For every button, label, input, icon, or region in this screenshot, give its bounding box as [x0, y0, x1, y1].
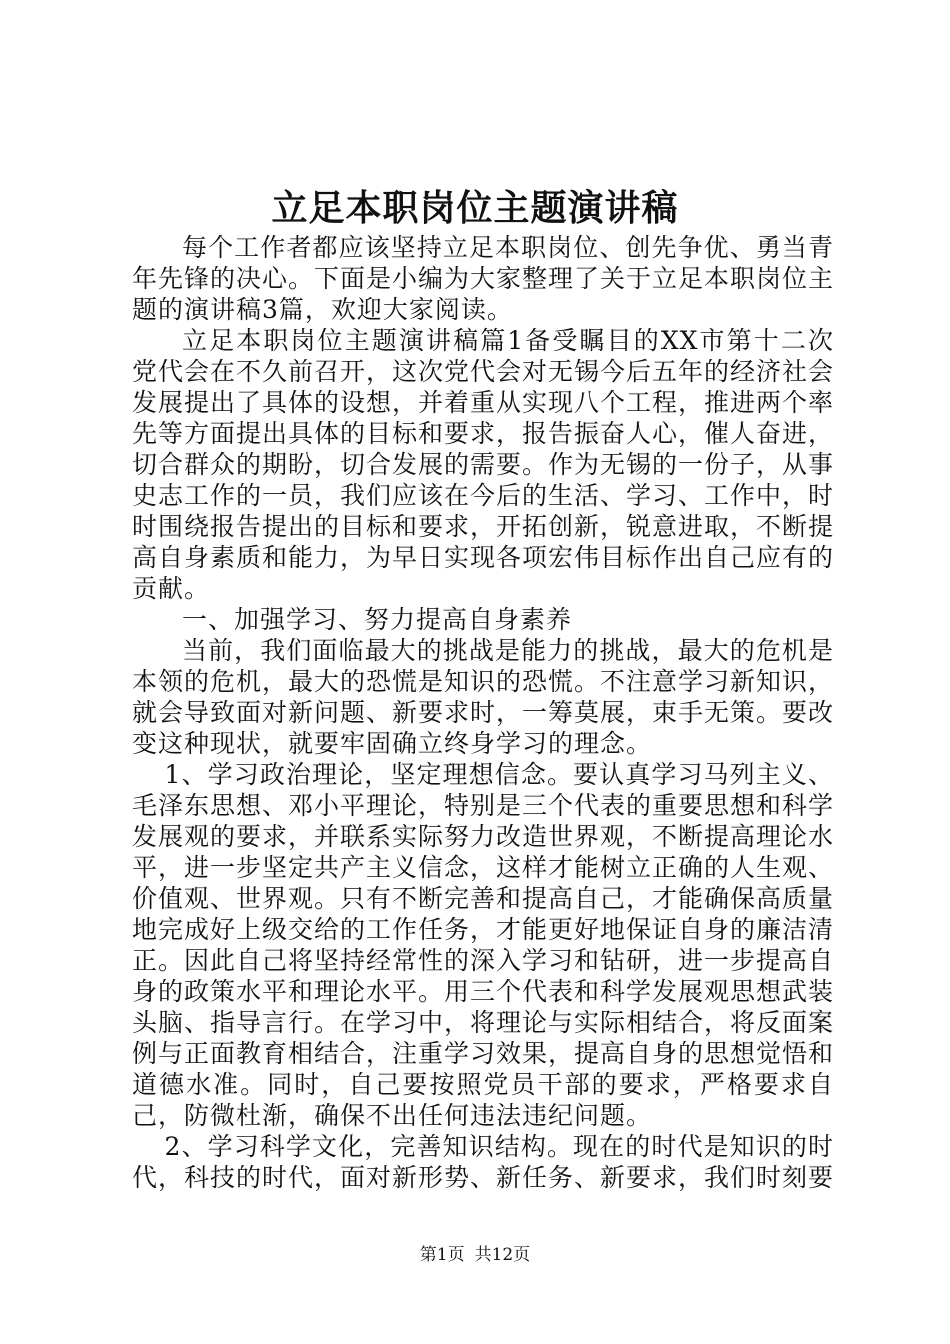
document-body [132, 232, 834, 1193]
paragraph-political-theory: 1、学习政治理论，坚定理想信念。要认真学习马列主义、毛泽东思想、邓小平理论，特别是三个代表的重要思想和科学发展观的要求，并联系实际努力改造世界观，不断提高理论水平，进一步坚定共产主义信念，这样才能树立正确的人生观、价值观、世界观。只有不断完善和提高自己，才能确保高质量地完成好上级交给的工作任务，才能更好地保证自身的廉洁清正。因此自己将坚持经常性的深入学习和钻研，进一步提高自身的政策水平和理论水平。用三个代表和科学发展观思想武装头脑、指导言行。在学习中，将理论与实际相结合，将反面案例与正面教育相结合，注重学习效果，提高自身的思想觉悟和道德水准。同时，自己要按照党员干部的要求，严格要求自己，防微杜渐，确保不出任何违法违纪问题。 [132, 760, 835, 1130]
page-number: 第1页 [419, 1245, 465, 1265]
paragraph-speech-1-opening: 立足本职岗位主题演讲稿篇1备受瞩目的XX市第十二次党代会在不久前召开，这次党代会对无锡今后五年的经济社会发展提出了具体的设想，并着重从实现八个工程，推进两个率先等方面提出具体的目标和要求，报告振奋人心，催人奋进，切合群众的期盼，切合发展的需要。作为无锡的一份子，从事史志工作的一员，我们应该在今后的生活、学习、工作中，时时围绕报告提出的目标和要求，开拓创新，锐意进取，不断提高自身素质和能力，为早日实现各项宏伟目标作出自己应有的贡献。 [132, 326, 835, 603]
document-title: 立足本职岗位主题演讲稿 [271, 187, 679, 229]
paragraph-challenge: 当前，我们面临最大的挑战是能力的挑战，最大的危机是本领的危机，最大的恐慌是知识的恐慌。不注意学习新知识，就会导致面对新问题、新要求时，一筹莫展，束手无策。要改变这种现状，就要牢固确立终身学习的理念。 [132, 636, 835, 758]
page-total: 共12页 [474, 1245, 531, 1265]
page-footer [0, 1244, 950, 1266]
paragraph-intro: 每个工作者都应该坚持立足本职岗位、创先争优、勇当青年先锋的决心。下面是小编为大家整理了关于立足本职岗位主题的演讲稿3篇，欢迎大家阅读。 [132, 233, 835, 324]
section-heading-1: 一、加强学习、努力提高自身素养 [182, 605, 573, 634]
paragraph-science-culture: 2、学习科学文化，完善知识结构。现在的时代是知识的时代，科技的时代，面对新形势、新任务、新要求，我们时刻要 [132, 1132, 835, 1192]
